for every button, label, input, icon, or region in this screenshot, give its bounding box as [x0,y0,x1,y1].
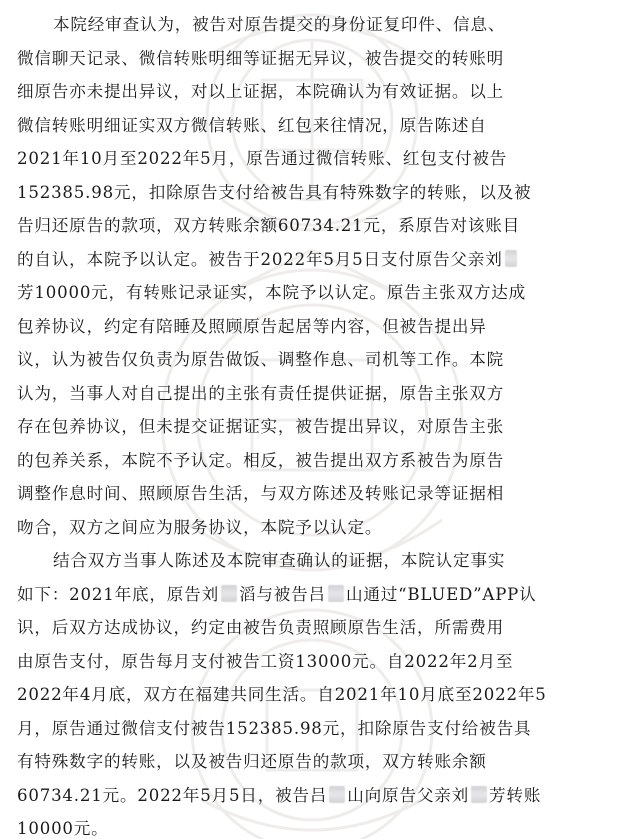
paragraph-1-line-10: 包养协议，约定有陪睡及照顾原告起居等内容，但被告提出异 [17,316,487,336]
paragraph-1-line-2: 微信聊天记录、微信转账明细等证据无异议，被告提交的转账明 [17,48,505,68]
paragraph-1-line-4: 微信转账明细证实双方微信转账、红包来往情况，原告陈述自 [17,115,487,135]
paragraph-2-line-2-part-a: 如下：2021年底，原告刘 [17,584,219,604]
paragraph-2-line-4: 由原告支付，原告每月支付被告工资13000元。自2022年2月至 [17,651,514,671]
paragraph-2-line-8-part-a: 60734.21元。2022年5月5日，被告吕 [17,785,328,805]
paragraph-1-line-1: 本院经审查认为，被告对原告提交的身份证复印件、信息、 [53,15,506,34]
redaction-mark [221,585,237,602]
paragraph-2-line-8-part-b: 山向原告父亲刘 [347,785,470,805]
paragraph-2-line-2-part-c: 山通过“BLUED”APP认 [345,584,537,604]
redaction-mark [329,786,345,803]
paragraph-1-line-12: 认为，当事人对自己提出的主张有责任提供证据，原告主张双方 [17,383,505,403]
paragraph-2-line-9: 10000元。 [17,819,109,838]
paragraph-2-line-2-part-b: 滔与被告吕 [238,584,326,604]
paragraph-1-line-14: 的包养关系，本院不予认定。相反，被告提出双方系被告为原告 [17,450,505,470]
redaction-mark [471,786,487,803]
paragraph-1-line-3: 细原告亦未提出异议，对以上证据，本院确认为有效证据。以上 [17,82,505,101]
paragraph-2-line-6: 月，原告通过微信支付被告152385.98元，扣除原告支付给被告具 [17,718,532,738]
paragraph-2-line-8-part-c: 芳转账 [489,785,542,805]
paragraph-1-line-16: 吻合，双方之间应为服务协议，本院予以认定。 [17,517,383,537]
paragraph-2-line-5: 2022年4月底，双方在福建共同生活。自2021年10月底至2022年5 [17,685,547,704]
redaction-mark [505,250,517,267]
paragraph-2-line-3: 识，后双方达成协议，约定由被告负责照顾原告生活，所需费用 [17,618,505,637]
paragraph-2-line-7: 有特殊数字的转账，以及被告归还原告的款项，双方转账余额 [17,752,487,771]
paragraph-1-line-13: 存在包养协议，但未提交证据证实，被告提出异议，对原告主张 [17,417,505,436]
paragraph-1-line-7: 告归还原告的款项，双方转账余额60734.21元，系原告对该账目 [17,216,521,235]
paragraph-1-line-15: 调整作息时间、照顾原告生活，与双方陈述及转账记录等证据相 [17,484,505,503]
paragraph-1-line-5: 2021年10月至2022年5月，原告通过微信转账、红包支付被告 [17,149,508,168]
paragraph-1-line-8 [17,243,609,277]
paragraph-2-line-2 [17,578,609,612]
paragraph-2-line-1: 结合双方当事人陈述及本院审查确认的证据，本院认定事实 [53,551,506,570]
paragraph-1-line-11: 议，认为被告仅负责为原告做饭、调整作息、司机等工作。本院 [17,350,505,369]
paragraph-2-line-8 [17,779,609,813]
redaction-mark [328,585,344,602]
judgment-text [17,8,609,839]
paragraph-1-line-8-text: 的自认，本院予以认定。被告于2022年5月5日支付原告父亲刘 [17,249,503,269]
paragraph-1-line-9: 芳10000元，有转账记录证实，本院予以认定。原告主张双方达成 [17,283,527,302]
paragraph-1-line-6: 152385.98元，扣除原告支付给被告具有特殊数字的转账，以及被 [17,182,532,202]
